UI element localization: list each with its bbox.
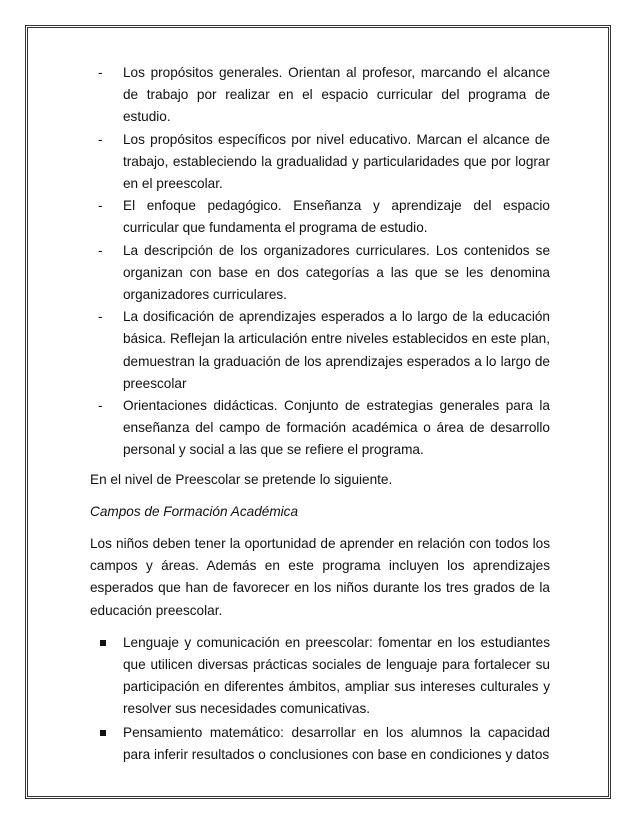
- list-item: [90, 306, 550, 395]
- list-item-text: Pensamiento matemático: desarrollar en los alumnos la capacidad para inferir resultados o conclusiones con base en condiciones y datos: [123, 724, 550, 762]
- dash-marker: -: [98, 131, 103, 147]
- bullet-list: [90, 632, 550, 766]
- list-item: [90, 240, 550, 307]
- dash-marker: -: [98, 242, 103, 258]
- list-item-text: Orientaciones didácticas. Conjunto de estrategias generales para la enseñanza del campo de formación académica o área de desarrollo personal y social a las que se refiere el programa.: [123, 398, 550, 458]
- body-paragraph: Los niños deben tener la oportunidad de aprender en relación con todos los campos y áreas. Además en este programa incluyen los aprendizajes esperados que han de favorecer en los niños durante los tres grados de la educación preescolar.: [90, 536, 550, 618]
- page-content: [90, 62, 550, 767]
- list-item-text: Lenguaje y comunicación en preescolar: fomentar en los estudiantes que utilicen diversas prácticas sociales de lenguaje para fortalecer su participación en diferentes ámbitos, ampliar sus intereses culturales y resolver sus necesidades comunicativas.: [123, 634, 550, 717]
- list-item: [90, 722, 550, 766]
- list-item-text: El enfoque pedagógico. Enseñanza y aprendizaje del espacio curricular que fundamenta el programa de estudio.: [123, 198, 550, 236]
- list-item: [90, 395, 550, 462]
- intro-sentence: En el nivel de Preescolar se pretende lo siguiente.: [90, 471, 393, 487]
- section-heading: Campos de Formación Académica: [90, 503, 299, 519]
- dash-list: [90, 62, 550, 462]
- dash-marker: -: [98, 309, 103, 325]
- dash-marker: -: [98, 65, 103, 80]
- list-item: [90, 129, 550, 196]
- dash-marker: -: [98, 398, 103, 414]
- list-item: [90, 62, 550, 129]
- list-item-text: La descripción de los organizadores curriculares. Los contenidos se organizan con base en dos categorías a las que se les denomina organizadores curriculares.: [123, 242, 550, 303]
- dash-marker: -: [98, 198, 103, 214]
- square-bullet-icon: [100, 640, 106, 646]
- list-item: [90, 195, 550, 239]
- square-bullet-icon: [100, 730, 106, 736]
- list-item: [90, 632, 550, 721]
- list-item-text: La dosificación de aprendizajes esperados a lo largo de la educación básica. Reflejan la articulación entre niveles establecidos en este plan, demuestran la graduación de los aprendizajes esperados a lo largo de preescolar: [123, 309, 550, 391]
- list-item-text: Los propósitos específicos por nivel educativo. Marcan el alcance de trabajo, estableciendo la gradualidad y particularidades que por lograr en el preescolar.: [123, 131, 550, 192]
- list-item-text: Los propósitos generales. Orientan al profesor, marcando el alcance de trabajo por realizar en el espacio curricular del programa de estudio.: [123, 65, 550, 125]
